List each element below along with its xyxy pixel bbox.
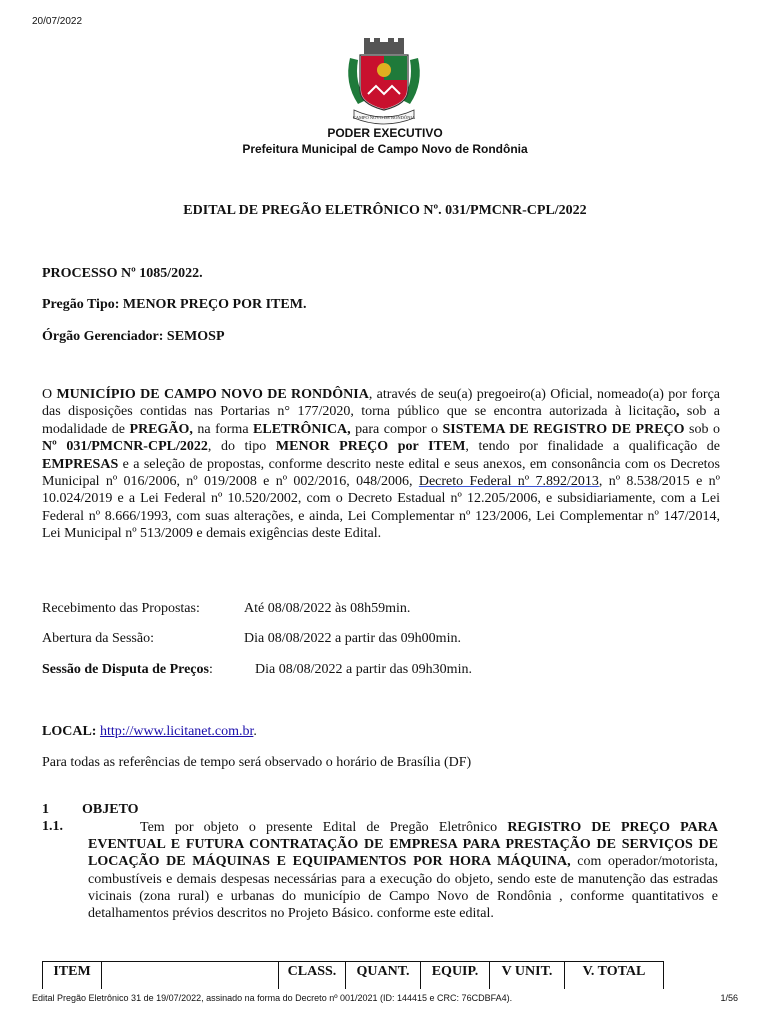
page-footer	[32, 993, 738, 1003]
print-date: 20/07/2022	[32, 16, 83, 27]
section-number: 1	[42, 802, 49, 817]
local-line: LOCAL: http://www.licitanet.com.br.	[42, 724, 257, 739]
clause-number: 1.1.	[42, 819, 63, 834]
timezone-note: Para todas as referências de tempo será observado o horário de Brasília (DF)	[42, 755, 472, 770]
section-title: OBJETO	[82, 802, 139, 817]
col-quant: QUANT.	[346, 962, 421, 990]
clause-text: Tem por objeto o presente Edital de Pregão Eletrônico REGISTRO DE PREÇO PARA EVENTUAL E FUTURA CONTRATAÇÃO DE EMPRESA PARA PRESTAÇÃO DE SERVIÇOS DE LOCAÇÃO DE MÁQUINAS E EQUIPAMENTOS POR HORA MÁQUINA, com operador/motorista, combustíveis e demais despesas necessárias para a execução do objeto, sendo este de manutenção das estradas vicinais (zona rural) e urbanas do município de Campo Novo de Rondônia , conforme quantitativos e detalhamentos prévios descritos no Projeto Básico. conforme este edital.	[88, 820, 719, 922]
orgao-gerenciador: Órgão Gerenciador: SEMOSP	[42, 329, 225, 344]
crest-motto: CAMPO NOVO DE RONDÔNIA	[352, 115, 416, 120]
header-poder-executivo: PODER EXECUTIVO	[327, 126, 443, 140]
pregao-tipo: Pregão Tipo: MENOR PREÇO POR ITEM.	[42, 297, 307, 312]
decreto-federal-link[interactable]: Decreto Federal nº 7.892/2013	[418, 474, 599, 490]
schedule-label: Recebimento das Propostas:	[42, 601, 200, 616]
municipal-coat-of-arms	[344, 38, 424, 128]
schedule-label: Sessão de Disputa de Preços:	[42, 662, 213, 677]
header-prefeitura: Prefeitura Municipal de Campo Novo de Rondônia	[242, 142, 528, 156]
schedule-label: Abertura da Sessão:	[42, 631, 154, 646]
col-item: ITEM	[43, 962, 102, 990]
schedule-value: Até 08/08/2022 às 08h59min.	[244, 601, 411, 616]
col-equip: EQUIP.	[421, 962, 490, 990]
schedule-value: Dia 08/08/2022 a partir das 09h30min.	[255, 662, 472, 677]
document-title: EDITAL DE PREGÃO ELETRÔNICO Nº. 031/PMCNR-CPL/2022	[183, 203, 587, 218]
footer-signature-text: Edital Pregão Eletrônico 31 de 19/07/2022, assinado na forma do Decreto nº 001/2021 (ID: 144415 e CRC: 76CDBFA4).	[32, 993, 513, 1003]
col-description	[102, 962, 279, 990]
items-table-header	[42, 961, 664, 989]
schedule-value: Dia 08/08/2022 a partir das 09h00min.	[244, 631, 461, 646]
licitanet-link[interactable]: http://www.licitanet.com.br	[99, 724, 254, 739]
col-v-total: V. TOTAL	[565, 962, 664, 990]
intro-paragraph: O MUNICÍPIO DE CAMPO NOVO DE RONDÔNIA, através de seu(a) pregoeiro(a) Oficial, nomeado(a) por força das disposições contidas nas Portarias n° 177/2020, torna público que se encontra autorizada à licitação, sob a modalidade de PREGÃO, na forma ELETRÔNICA, para compor o SISTEMA DE REGISTRO DE PREÇO sob o Nº 031/PMCNR-CPL/2022, do tipo MENOR PREÇO por ITEM, tendo por finalidade a qualificação de EMPRESAS e a seleção de propostas, conforme descrito neste edital e seus anexos, em consonância com os Decretos Municipal nº 016/2006, nº 019/2008 e nº 002/2016, 048/2006, Decreto Federal nº 7.892/2013, nº 8.538/2015 e nº 10.024/2019 e a Lei Federal nº 10.520/2002, com o Decreto Estadual nº 12.205/2006, e subsidiariamente, com a Lei Federal nº 8.666/1993, com suas alterações, e ainda, Lei Complementar nº 123/2006, Lei Complementar nº 147/2014, Lei Municipal nº 513/2009 e demais exigências deste Edital.	[42, 387, 721, 542]
processo-number: PROCESSO Nº 1085/2022.	[42, 266, 203, 281]
col-class: CLASS.	[279, 962, 346, 990]
col-v-unit: V UNIT.	[490, 962, 565, 990]
page-number: 1/56	[720, 993, 738, 1003]
